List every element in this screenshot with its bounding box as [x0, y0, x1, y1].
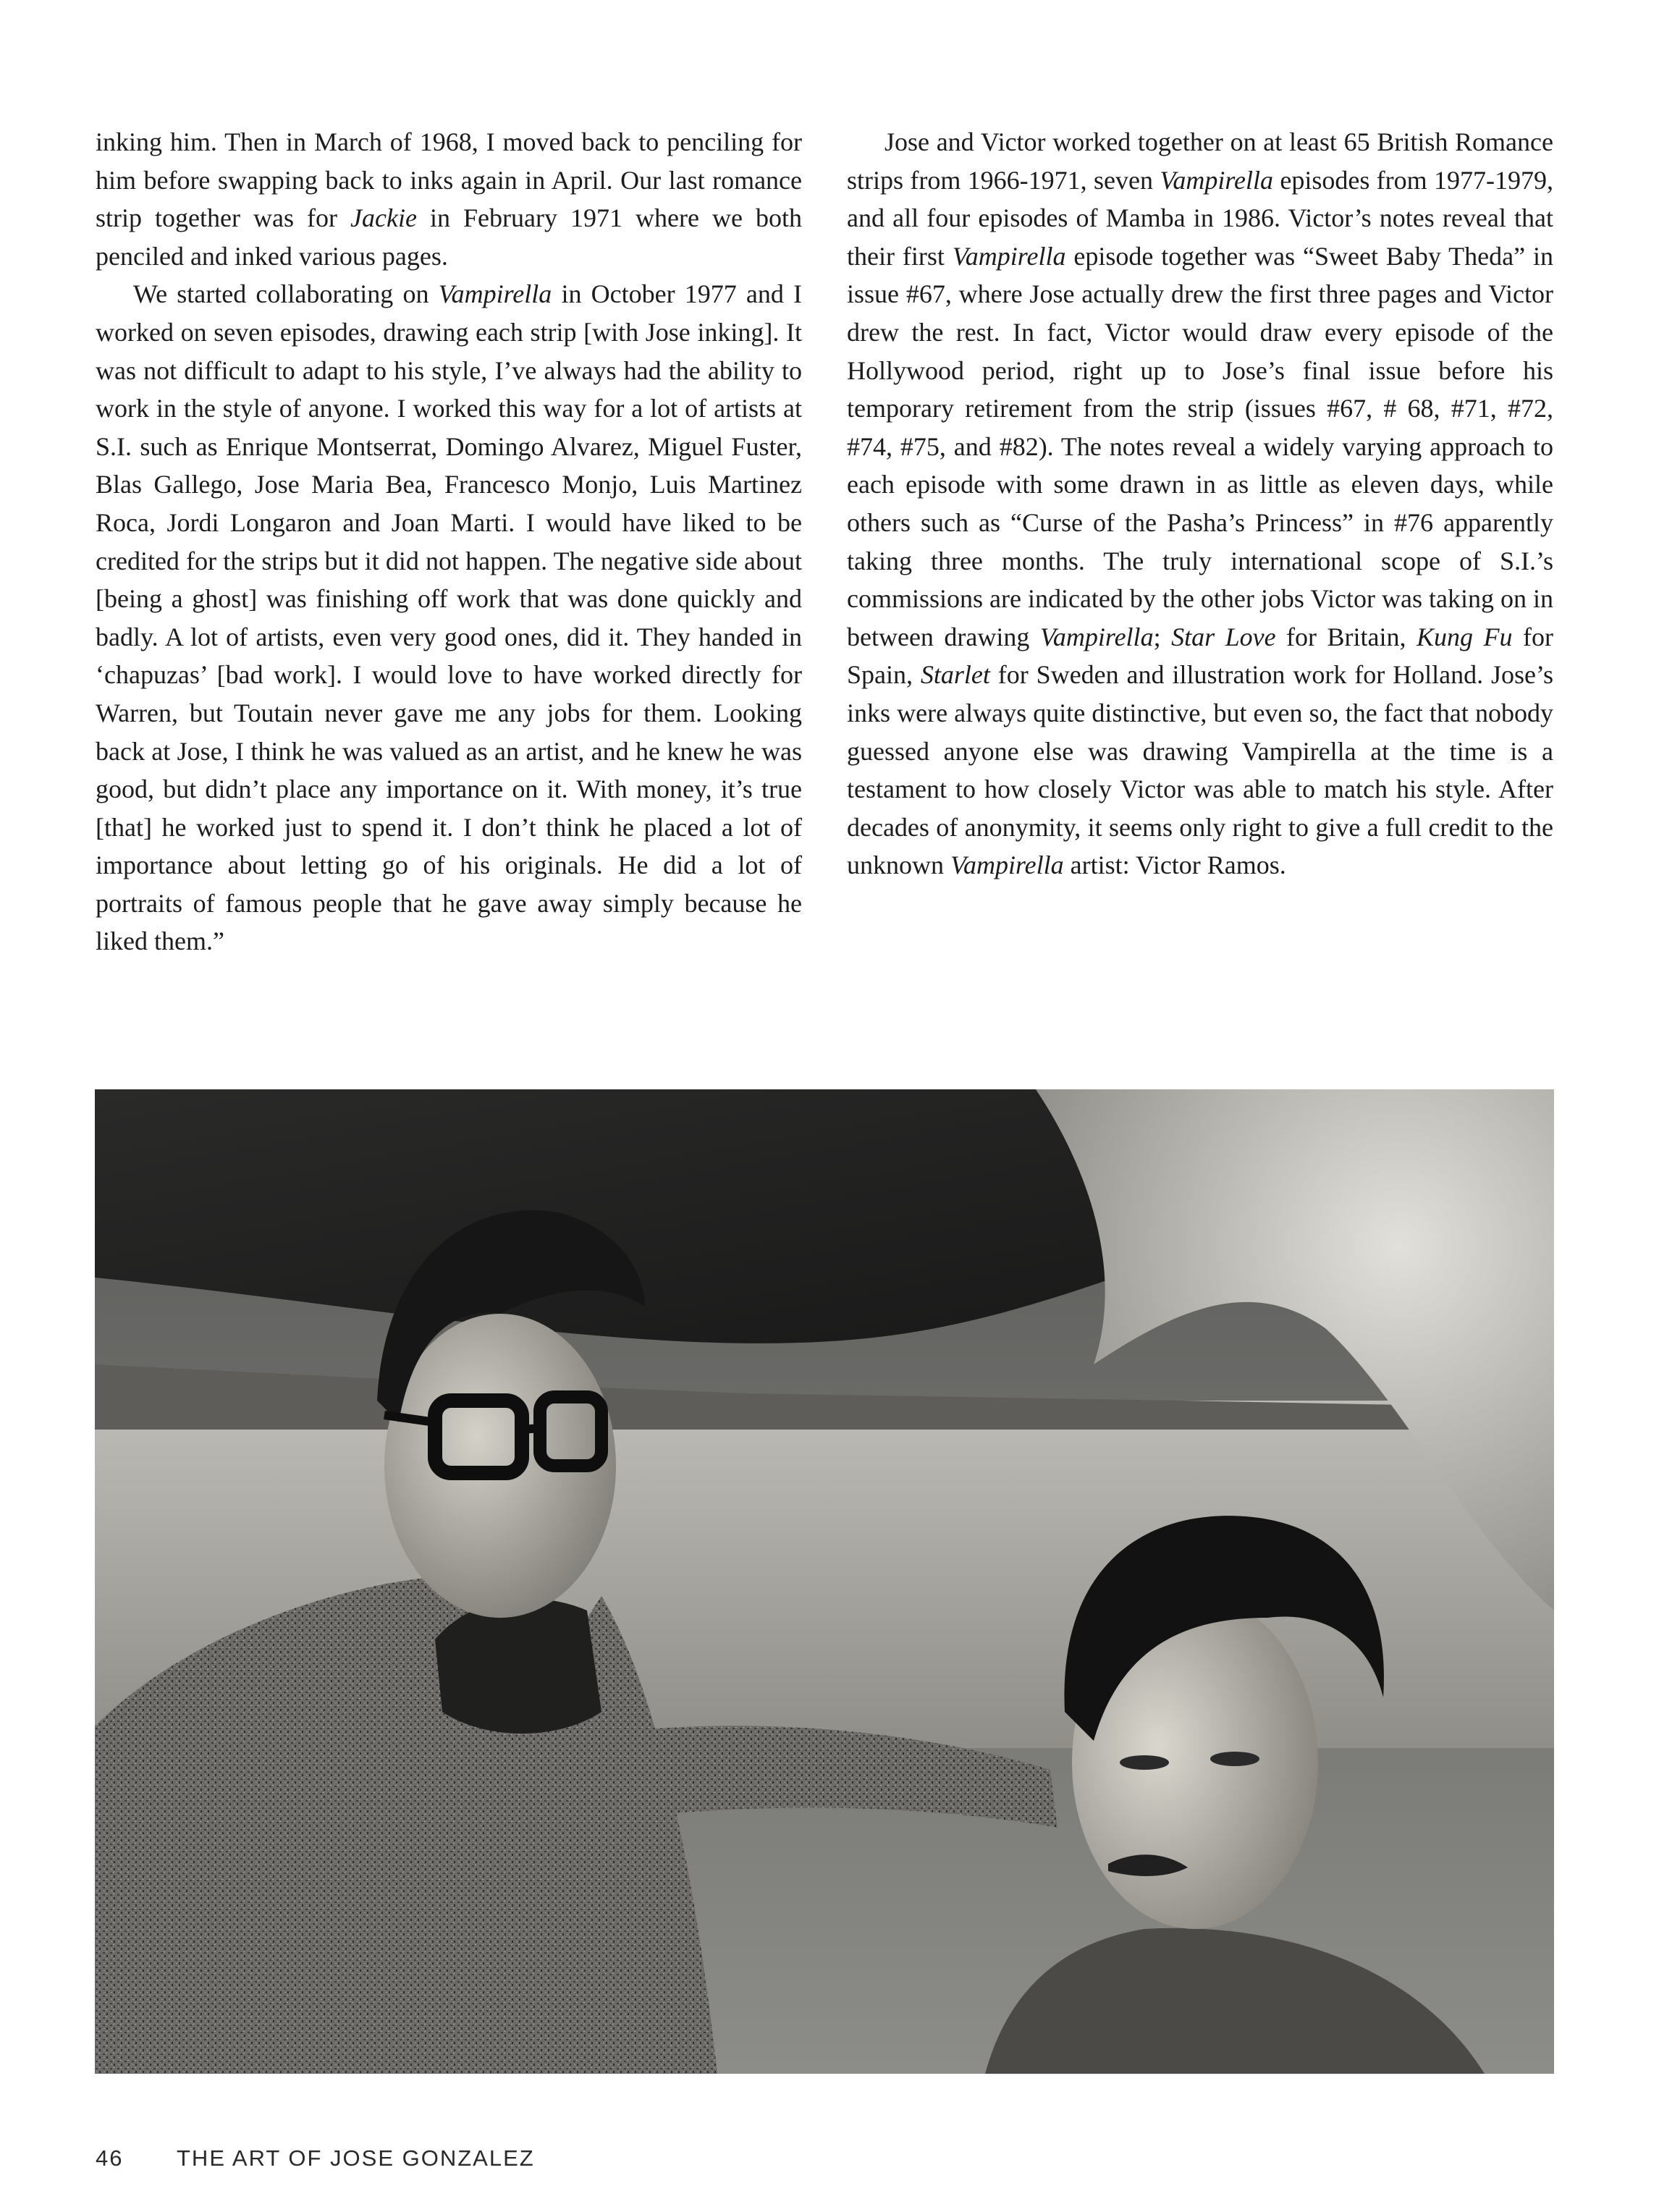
- eye-right-man: [1120, 1755, 1169, 1770]
- italic-title: Vampirella: [952, 241, 1066, 271]
- text-run: for Sweden and illustration work for Holland. Jose’s inks were always quite distinctive, but even so, the fact that nobody guessed anyone else was drawing Vampirella at the time is a testament to how closely Victor was able to match his style. After decades of anonymity, it seems only right to give a full credit to the unknown: [847, 660, 1553, 880]
- eye-right-man-2: [1210, 1752, 1259, 1766]
- left-paragraph-1: [96, 123, 802, 275]
- text-run: Jose and Victor worked together on at least 65 British Romance strips from 1966-1971, seven: [847, 127, 1553, 195]
- italic-title: Vampirella: [1160, 165, 1273, 195]
- photo-illustration: [95, 1089, 1554, 2074]
- italic-title: Vampirella: [438, 279, 552, 309]
- text-run: in February 1971 where we both penciled and inked various pages.: [96, 203, 802, 271]
- right-text-column: [847, 123, 1553, 885]
- page-number: 46: [96, 2145, 124, 2171]
- glasses-bridge: [522, 1428, 540, 1430]
- black-and-white-photograph: [95, 1089, 1554, 2074]
- text-run: for Britain,: [1275, 622, 1417, 651]
- text-run: inking him. Then in March of 1968, I moved back to penciling for him before swapping back to inks again in April. Our last romance strip together was for: [96, 127, 802, 233]
- page-footer: [96, 2145, 535, 2171]
- italic-title: Vampirella: [1039, 622, 1154, 651]
- text-run: We started collaborating on: [133, 279, 439, 309]
- text-run: episodes from 1977-1979, and all four episodes of Mamba in 1986. Victor’s notes reveal that their first: [847, 165, 1553, 271]
- italic-title: Starlet: [920, 660, 990, 690]
- italic-title: Star Love: [1171, 622, 1276, 651]
- italic-title: Jackie: [350, 203, 417, 233]
- text-run: artist: Victor Ramos.: [1063, 850, 1286, 880]
- right-paragraph-1: [847, 123, 1553, 885]
- text-run: in October 1977 and I worked on seven episodes, drawing each strip [with Jose inking]. It was not difficult to adapt to his style, I’ve always had the ability to work in the style of anyone. I worked this way for a lot of artists at S.I. such as Enrique Montserrat, Domingo Alvarez, Miguel Fuster, Blas Gallego, Jose Maria Bea, Francesco Monjo, Luis Martinez Roca, Jordi Longaron and Joan Marti. I would have liked to be credited for the strips but it did not happen. The negative side about [being a ghost] was finishing off work that was done quickly and badly. A lot of artists, even very good ones, did it. They handed in ‘chapuzas’ [bad work]. I would love to have worked directly for Warren, but Toutain never gave me any jobs for them. Looking back at Jose, I think he was valued as an artist, and he knew he was good, but didn’t place any importance on it. With money, it’s true [that] he worked just to spend it. I don’t think he placed a lot of importance about letting go of his originals. He did a lot of portraits of famous people that he gave away simply because he liked them.”: [96, 279, 803, 956]
- scarf: [435, 1599, 601, 1734]
- italic-title: Vampirella: [950, 850, 1064, 880]
- text-run: for Spain,: [847, 622, 1553, 690]
- left-text-column: [96, 123, 802, 961]
- running-title: THE ART OF JOSE GONZALEZ: [177, 2145, 535, 2171]
- text-run: ;: [1153, 622, 1172, 651]
- italic-title: Kung Fu: [1417, 622, 1513, 651]
- text-run: episode together was “Sweet Baby Theda” in issue #67, where Jose actually drew the first three pages and Victor drew the rest. In fact, Victor would draw every episode of the Hollywood period, right up to Jose’s final issue before his temporary retirement from the strip (issues #67, # 68, #71, #72, #74, #75, and #82). The notes reveal a widely varying approach to each episode with some drawn in as little as eleven days, while others such as “Curse of the Pasha’s Princess” in #76 apparently taking three months. The truly international scope of S.I.’s commissions are indicated by the other jobs Victor was taking on in between drawing: [847, 241, 1553, 651]
- left-paragraph-2: [96, 275, 802, 961]
